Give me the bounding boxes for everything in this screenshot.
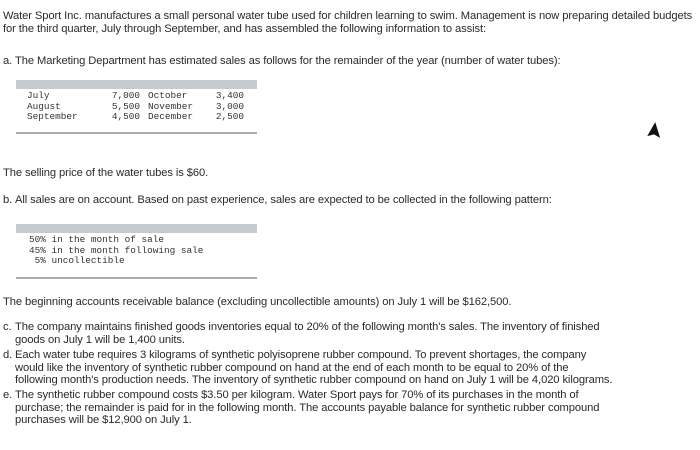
- item-b-label: b.: [3, 194, 13, 206]
- list-item: 5% uncollectible: [29, 255, 125, 267]
- sales-value-cell: 7,000: [111, 90, 140, 101]
- sales-value-cell: 5,500: [111, 100, 140, 112]
- item-e-label: e.: [3, 389, 13, 401]
- table-header-bar: [16, 80, 257, 89]
- item-d-line: following month's production needs. The inventory of synthetic rubber compound on hand on July 1 will be 4,020 kilograms.: [15, 374, 613, 386]
- table-row: [27, 112, 244, 123]
- item-a-label: a.: [3, 55, 13, 67]
- sales-estimate-table: [16, 80, 257, 136]
- list-item: 45% in the month following sale: [29, 244, 204, 256]
- sales-value-cell: 4,500: [111, 111, 140, 123]
- item-b-text: All sales are on account. Based on past experience, sales are expected to be collected in the following pattern:: [15, 194, 552, 206]
- sales-value-cell: 2,500: [215, 111, 244, 123]
- item-d-label: d.: [3, 349, 13, 361]
- sales-table: [27, 91, 244, 123]
- sales-value-cell: 3,000: [215, 100, 244, 112]
- month-cell: November: [148, 100, 194, 112]
- table-row: [27, 91, 244, 102]
- month-cell: September: [27, 111, 78, 123]
- pattern-footer-bar: [16, 277, 257, 279]
- item-c: [3, 321, 697, 347]
- list-item: 50% in the month of sale: [29, 234, 165, 245]
- item-c-label: c.: [3, 321, 12, 333]
- item-d-line: Each water tube requires 3 kilograms of synthetic polyisoprene rubber compound. To prevent shortages, the company: [15, 349, 587, 361]
- collection-pattern-box: [16, 224, 257, 282]
- month-cell: December: [148, 111, 194, 123]
- month-cell: October: [148, 90, 188, 101]
- item-e-line: The synthetic rubber compound costs $3.50 per kilogram. Water Sport pays for 70% of its purchases in the month of: [15, 389, 579, 401]
- item-a: [3, 55, 697, 68]
- collection-pattern-list: [29, 235, 203, 267]
- mouse-pointer-icon: [644, 121, 664, 141]
- sales-value-cell: 3,400: [215, 90, 244, 101]
- selling-price-text: The selling price of the water tubes is $60.: [3, 167, 209, 179]
- item-c-line: goods on July 1 will be 1,400 units.: [15, 333, 185, 346]
- item-b: [3, 194, 697, 207]
- accounts-receivable-text: The beginning accounts receivable balance (excluding uncollectible amounts) on July 1 will be $162,500.: [3, 296, 512, 308]
- month-cell: August: [27, 100, 61, 112]
- month-cell: July: [27, 90, 50, 101]
- pattern-header-bar: [16, 224, 257, 233]
- item-c-line: The company maintains finished goods inventories equal to 20% of the following month's sales. The inventory of finished: [15, 321, 600, 333]
- item-a-text: The Marketing Department has estimated sales as follows for the remainder of the year (number of water tubes):: [15, 55, 561, 67]
- item-d: [3, 349, 697, 387]
- intro-paragraph: Water Sport Inc. manufactures a small personal water tube used for children learning to swim. Management is now preparing detailed budgets for the third quarter, July through September, and has assembled the following information to assist:: [3, 10, 693, 35]
- item-d-line: would like the inventory of synthetic rubber compound on hand at the end of each month to be equal to 20% of the: [15, 361, 569, 374]
- item-e: [3, 389, 697, 427]
- table-footer-bar: [16, 132, 257, 134]
- item-e-line: purchase; the remainder is paid for in the following month. The accounts payable balance for synthetic rubber compound: [15, 401, 600, 414]
- item-e-line: purchases will be $12,900 on July 1.: [15, 414, 192, 426]
